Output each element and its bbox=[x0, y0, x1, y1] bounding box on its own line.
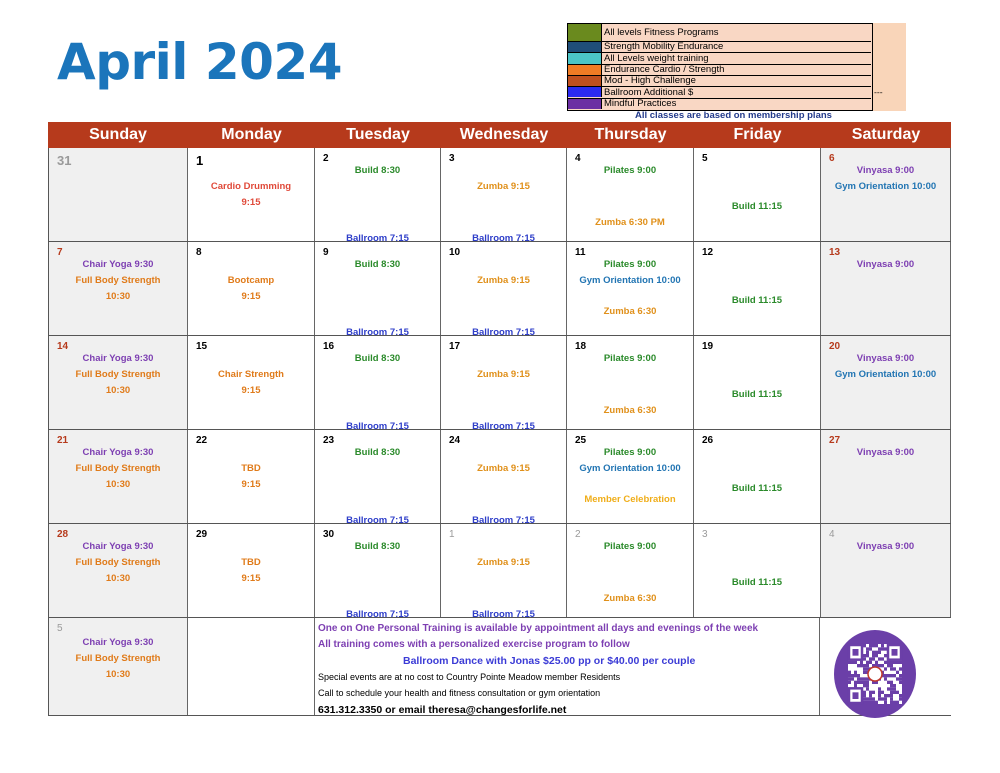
day-cell[interactable] bbox=[315, 242, 441, 335]
legend-swatch bbox=[568, 87, 602, 97]
event-label: Build 8:30 bbox=[354, 353, 401, 364]
event-label: 9:15 bbox=[241, 573, 261, 584]
info-special-events: Special events are at no cost to Country Pointe Meadow member Residents bbox=[318, 672, 621, 682]
event-label: Full Body Strength bbox=[75, 369, 161, 380]
day-number: 7 bbox=[57, 247, 63, 258]
day-number: 12 bbox=[702, 247, 714, 258]
day-number: 1 bbox=[449, 529, 455, 540]
day-cell[interactable] bbox=[821, 242, 951, 335]
weekday-monday: Monday bbox=[221, 126, 282, 143]
event-label: Zumba 6:30 bbox=[603, 306, 657, 317]
event-label: 10:30 bbox=[105, 573, 131, 584]
info-exercise-program: All training comes with a personalized exercise program to follow bbox=[318, 639, 630, 650]
day-cell[interactable] bbox=[48, 336, 188, 429]
week-row bbox=[48, 524, 951, 618]
event-label: Chair Yoga 9:30 bbox=[82, 541, 154, 552]
event-label: Zumba 9:15 bbox=[477, 275, 530, 286]
event-label: Chair Strength bbox=[218, 369, 284, 380]
event-label: Build 11:15 bbox=[731, 577, 783, 588]
event-label: Ballroom 7:15 bbox=[472, 421, 535, 429]
event-label: Ballroom 7:15 bbox=[346, 233, 409, 241]
day-cell[interactable] bbox=[315, 430, 441, 523]
week-row bbox=[48, 148, 951, 242]
event-label: 10:30 bbox=[105, 291, 131, 302]
legend-item bbox=[568, 52, 871, 63]
event-label: Ballroom 7:15 bbox=[472, 327, 535, 335]
legend-item bbox=[568, 41, 871, 52]
legend-swatch bbox=[568, 99, 602, 109]
event-label: Chair Yoga 9:30 bbox=[82, 353, 154, 364]
day-cell[interactable] bbox=[315, 524, 441, 617]
event-label: Gym Orientation 10:00 bbox=[579, 275, 681, 286]
footer-row bbox=[48, 618, 951, 716]
day-number: 4 bbox=[829, 529, 835, 540]
event-label: Ballroom 7:15 bbox=[346, 421, 409, 429]
day-cell[interactable] bbox=[441, 148, 567, 241]
day-number: 2 bbox=[323, 153, 329, 164]
event-label: Vinyasa 9:00 bbox=[856, 353, 915, 364]
day-number: 13 bbox=[829, 247, 841, 258]
day-cell[interactable] bbox=[821, 524, 951, 617]
event-label: Full Body Strength bbox=[75, 557, 161, 568]
day-number: 26 bbox=[702, 435, 714, 446]
day-number: 24 bbox=[449, 435, 461, 446]
weekday-wednesday: Wednesday bbox=[459, 126, 549, 143]
legend-label: Mindful Practices bbox=[604, 97, 677, 109]
event-label: Pilates 9:00 bbox=[603, 259, 657, 270]
event-label: 10:30 bbox=[105, 669, 131, 680]
day-number: 11 bbox=[575, 247, 586, 258]
day-number: 18 bbox=[575, 341, 587, 352]
weekday-saturday: Saturday bbox=[851, 126, 921, 143]
legend-item bbox=[568, 86, 871, 97]
day-cell[interactable] bbox=[441, 242, 567, 335]
event-label: Ballroom 7:15 bbox=[346, 515, 409, 523]
day-number: 5 bbox=[702, 153, 708, 164]
event-label: 10:30 bbox=[105, 385, 131, 396]
day-number: 2 bbox=[575, 529, 581, 540]
legend-item bbox=[568, 24, 871, 41]
legend-swatch bbox=[568, 53, 602, 63]
event-label: Zumba 9:15 bbox=[477, 369, 530, 380]
day-cell[interactable] bbox=[694, 524, 821, 617]
event-label: Build 8:30 bbox=[354, 165, 401, 176]
day-cell[interactable] bbox=[188, 336, 315, 429]
event-label: Vinyasa 9:00 bbox=[856, 447, 915, 458]
event-label: Cardio Drumming bbox=[210, 181, 292, 192]
calendar-weeks bbox=[48, 148, 951, 618]
legend-dashes: --- bbox=[874, 88, 883, 97]
day-cell[interactable] bbox=[821, 430, 951, 523]
event-label: Full Body Strength bbox=[75, 653, 161, 664]
day-cell[interactable] bbox=[567, 524, 694, 617]
day-cell[interactable] bbox=[188, 242, 315, 335]
day-number: 10 bbox=[449, 247, 461, 258]
day-number: 17 bbox=[449, 341, 461, 352]
event-label: Pilates 9:00 bbox=[603, 541, 657, 552]
day-number: 16 bbox=[323, 341, 335, 352]
event-label: 9:15 bbox=[241, 385, 261, 396]
day-number: 9 bbox=[323, 247, 329, 258]
day-number: 5 bbox=[57, 623, 63, 634]
weekday-sunday: Sunday bbox=[89, 126, 147, 143]
membership-note: All classes are based on membership plans bbox=[635, 110, 832, 121]
weekday-tuesday: Tuesday bbox=[346, 126, 410, 143]
day-cell[interactable] bbox=[694, 148, 821, 241]
day-cell[interactable] bbox=[821, 336, 951, 429]
event-label: TBD bbox=[241, 557, 261, 568]
day-cell[interactable] bbox=[567, 430, 694, 523]
weekday-thursday: Thursday bbox=[594, 126, 667, 143]
day-cell[interactable] bbox=[188, 524, 315, 617]
day-cell[interactable] bbox=[441, 524, 567, 617]
event-label: Vinyasa 9:00 bbox=[856, 165, 915, 176]
week-row bbox=[48, 242, 951, 336]
legend-label: Ballroom Additional $ bbox=[604, 86, 694, 98]
info-ballroom: Ballroom Dance with Jonas $25.00 pp or $40.00 per couple bbox=[403, 655, 696, 667]
event-label: 9:15 bbox=[241, 291, 261, 302]
day-number: 31 bbox=[57, 153, 72, 168]
event-label: Gym Orientation 10:00 bbox=[834, 369, 937, 380]
day-cell[interactable] bbox=[567, 242, 694, 335]
legend bbox=[567, 23, 873, 111]
legend-side-panel bbox=[871, 23, 906, 111]
event-label: Zumba 6:30 bbox=[603, 593, 657, 604]
legend-swatch bbox=[568, 65, 602, 75]
event-label: Build 11:15 bbox=[731, 389, 783, 400]
info-contact: 631.312.3350 or email theresa@changesforlife.net bbox=[318, 704, 567, 716]
day-number: 8 bbox=[196, 247, 202, 258]
day-cell[interactable] bbox=[694, 336, 821, 429]
day-cell[interactable] bbox=[188, 148, 315, 241]
event-label: Build 11:15 bbox=[731, 295, 783, 306]
event-label: Zumba 9:15 bbox=[477, 463, 530, 474]
day-cell[interactable] bbox=[441, 430, 567, 523]
event-label: Ballroom 7:15 bbox=[472, 515, 535, 523]
event-label: Ballroom 7:15 bbox=[472, 609, 535, 617]
event-label: 9:15 bbox=[241, 197, 261, 208]
day-cell[interactable] bbox=[567, 148, 694, 241]
event-label: Gym Orientation 10:00 bbox=[834, 181, 937, 192]
legend-swatch bbox=[568, 42, 602, 52]
day-cell[interactable] bbox=[315, 336, 441, 429]
day-cell[interactable] bbox=[821, 148, 951, 241]
day-number: 25 bbox=[575, 435, 587, 446]
day-cell[interactable] bbox=[567, 336, 694, 429]
event-label: Zumba 9:15 bbox=[477, 557, 530, 568]
info-personal-training: One on One Personal Training is available by appointment all days and evenings of the week bbox=[318, 623, 759, 634]
event-label: Vinyasa 9:00 bbox=[856, 541, 915, 552]
event-label: Chair Yoga 9:30 bbox=[82, 447, 154, 458]
day-number: 3 bbox=[449, 153, 455, 164]
legend-swatch bbox=[568, 76, 602, 86]
info-box bbox=[315, 618, 820, 715]
event-label: Build 8:30 bbox=[354, 541, 401, 552]
event-label: Ballroom 7:15 bbox=[472, 233, 535, 241]
day-cell[interactable] bbox=[48, 524, 188, 617]
day-number: 15 bbox=[196, 341, 208, 352]
calendar bbox=[48, 122, 951, 716]
day-cell[interactable] bbox=[694, 242, 821, 335]
week-row bbox=[48, 336, 951, 430]
event-label: Vinyasa 9:00 bbox=[856, 259, 915, 270]
legend-label: All levels Fitness Programs bbox=[604, 26, 719, 38]
day-number: 22 bbox=[196, 435, 208, 446]
legend-item bbox=[568, 75, 871, 86]
qr-code-icon[interactable] bbox=[834, 630, 916, 718]
event-label: Zumba 6:30 PM bbox=[595, 217, 665, 228]
event-label: Build 8:30 bbox=[354, 447, 401, 458]
day-number: 30 bbox=[323, 529, 335, 540]
event-label: Ballroom 7:15 bbox=[346, 327, 409, 335]
day-number: 3 bbox=[702, 529, 708, 540]
page-title: April 2024 bbox=[57, 33, 342, 91]
legend-item bbox=[568, 64, 871, 75]
legend-label: Mod - High Challenge bbox=[604, 75, 696, 87]
event-label: Full Body Strength bbox=[75, 463, 161, 474]
day-number: 19 bbox=[702, 341, 714, 352]
event-label: Build 11:15 bbox=[731, 201, 783, 212]
legend-label: Strength Mobility Endurance bbox=[604, 41, 724, 53]
day-number: 6 bbox=[829, 153, 835, 164]
day-number: 27 bbox=[829, 435, 841, 446]
day-number: 14 bbox=[57, 341, 69, 352]
event-label: 9:15 bbox=[241, 479, 261, 490]
day-number: 1 bbox=[196, 153, 204, 168]
day-number: 23 bbox=[323, 435, 335, 446]
day-cell[interactable] bbox=[48, 430, 188, 523]
empty-cell bbox=[188, 618, 315, 715]
info-schedule: Call to schedule your health and fitness consultation or gym orientation bbox=[318, 688, 601, 698]
event-label: Build 8:30 bbox=[354, 259, 401, 270]
day-number: 20 bbox=[829, 341, 841, 352]
day-cell[interactable] bbox=[48, 148, 188, 241]
event-label: 10:30 bbox=[105, 479, 131, 490]
day-number: 28 bbox=[57, 529, 69, 540]
event-label: Member Celebration bbox=[584, 494, 676, 505]
event-label: Zumba 9:15 bbox=[477, 181, 530, 192]
day-number: 4 bbox=[575, 153, 581, 164]
event-label: Pilates 9:00 bbox=[603, 353, 657, 364]
day-cell[interactable] bbox=[694, 430, 821, 523]
weekday-header bbox=[48, 122, 951, 148]
event-label: Gym Orientation 10:00 bbox=[579, 463, 681, 474]
weekday-friday: Friday bbox=[733, 126, 782, 143]
day-cell[interactable] bbox=[315, 148, 441, 241]
event-label: TBD bbox=[241, 463, 261, 474]
event-label: Ballroom 7:15 bbox=[346, 609, 409, 617]
day-number: 21 bbox=[57, 435, 69, 446]
day-number: 29 bbox=[196, 529, 208, 540]
event-label: Pilates 9:00 bbox=[603, 447, 657, 458]
event-label: Bootcamp bbox=[227, 275, 275, 286]
event-label: Pilates 9:00 bbox=[603, 165, 657, 176]
day-cell[interactable] bbox=[188, 430, 315, 523]
legend-label: All Levels weight training bbox=[604, 52, 709, 64]
event-label: Build 11:15 bbox=[731, 483, 783, 494]
legend-swatch bbox=[568, 24, 602, 41]
event-label: Zumba 6:30 bbox=[603, 405, 657, 416]
day-cell[interactable] bbox=[48, 242, 188, 335]
day-cell[interactable] bbox=[441, 336, 567, 429]
event-label: Chair Yoga 9:30 bbox=[82, 259, 154, 270]
event-label: Chair Yoga 9:30 bbox=[82, 637, 154, 648]
legend-item bbox=[568, 98, 871, 109]
day-cell-sunday-5[interactable] bbox=[48, 618, 188, 715]
event-label: Full Body Strength bbox=[75, 275, 161, 286]
legend-label: Endurance Cardio / Strength bbox=[604, 63, 725, 75]
week-row bbox=[48, 430, 951, 524]
